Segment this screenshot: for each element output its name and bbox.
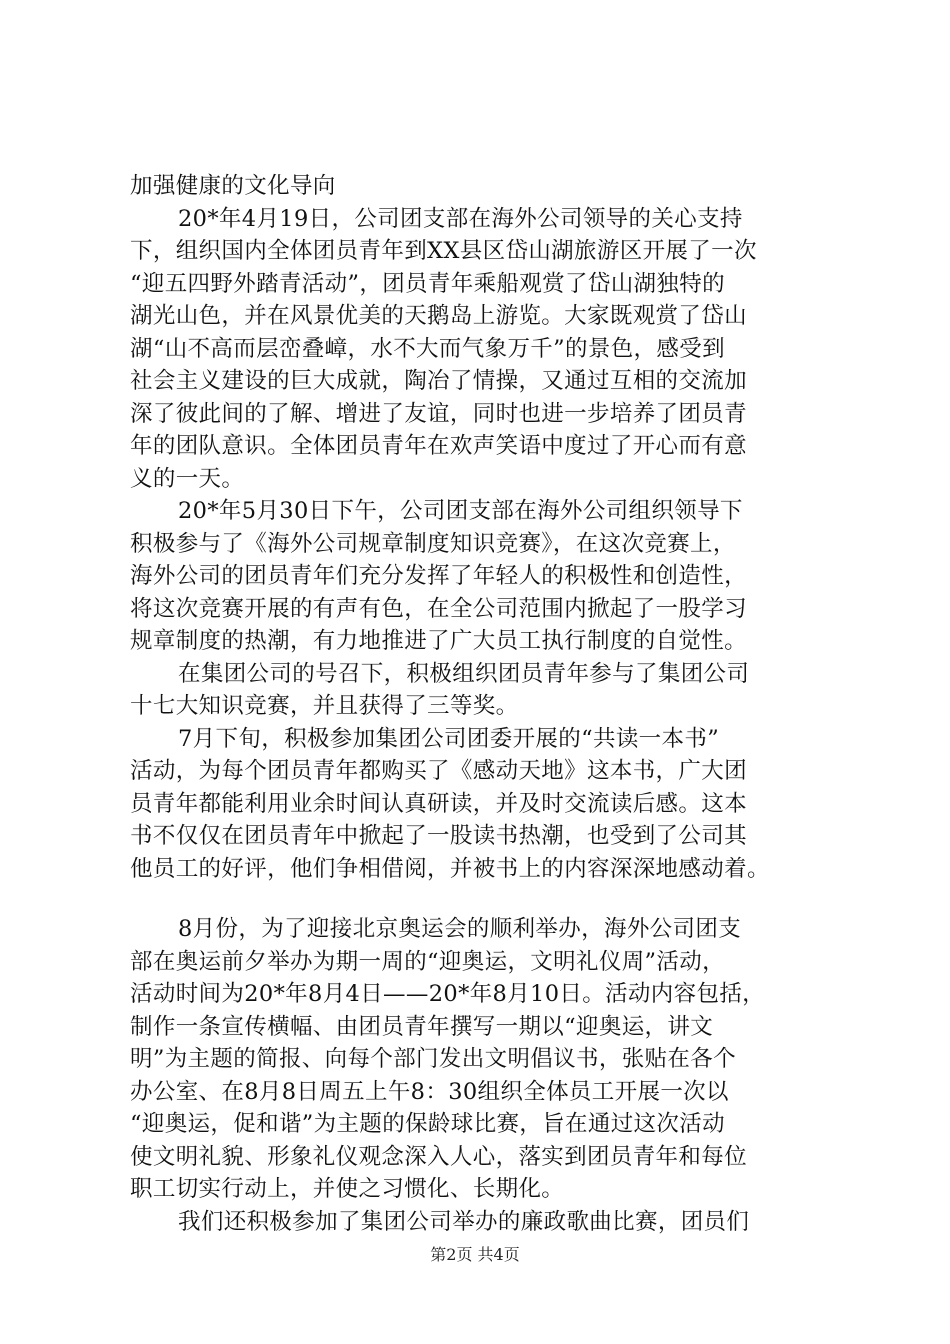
page-number-footer: 第2页 共4页 [430, 1245, 520, 1264]
paragraph-1-line-3: “迎五四野外踏青活动”，团员青年乘船观赏了岱山湖独特的 [130, 270, 725, 297]
paragraph-2-line-3: 海外公司的团员青年们充分发挥了年轻人的积极性和创造性， [130, 563, 747, 589]
paragraph-5-line-5: 明”为主题的简报、向每个部门发出文明倡议书，张贴在各个 [130, 1046, 736, 1072]
paragraph-2-line-4: 将这次竞赛开展的有声有色，在全公司范围内掀起了一股学习 [130, 595, 747, 622]
paragraph-4-line-1: 7月下旬，积极参加集团公司团委开展的“共读一本书” [178, 725, 720, 752]
paragraph-4-line-5: 他员工的好评，他们争相借阅，并被书上的内容深深地感动着。 [130, 855, 770, 882]
paragraph-4-line-3: 员青年都能利用业余时间认真研读，并及时交流读后感。这本 [130, 790, 747, 817]
paragraph-4-line-2: 活动，为每个团员青年都购买了《感动天地》这本书，广大团 [130, 758, 747, 784]
paragraph-4-line-4: 书不仅仅在团员青年中掀起了一股读书热潮，也受到了公司其 [130, 823, 747, 849]
paragraph-1-line-6: 社会主义建设的巨大成就，陶冶了情操，又通过互相的交流加 [130, 368, 747, 394]
paragraph-5-line-7: “迎奥运，促和谐”为主题的保龄球比赛，旨在通过这次活动 [130, 1111, 725, 1137]
document-body [130, 170, 830, 1238]
paragraph-3-line-1: 在集团公司的号召下，积极组织团员青年参与了集团公司 [178, 660, 750, 687]
paragraph-1-line-8: 年的团队意识。全体团员青年在欢声笑语中度过了开心而有意 [130, 433, 747, 459]
paragraph-5-line-8: 使文明礼貌、形象礼仪观念深入人心，落实到团员青年和每位 [130, 1143, 747, 1170]
paragraph-5-line-9: 职工切实行动上，并使之习惯化、长期化。 [130, 1176, 565, 1202]
paragraph-1-line-5: 湖“山不高而层峦叠嶂，水不大而气象万千”的景色，感受到 [130, 335, 725, 362]
paragraph-2-line-5: 规章制度的热潮，有力地推进了广大员工执行制度的自觉性。 [130, 628, 747, 654]
paragraph-2-line-1: 20*年5月30日下午，公司团支部在海外公司组织领导下 [178, 498, 743, 524]
paragraph-5-line-2: 部在奥运前夕举办为期一周的“迎奥运，文明礼仪周”活动， [130, 948, 725, 975]
paragraph-1-line-4: 湖光山色，并在风景优美的天鹅岛上游览。大家既观赏了岱山 [130, 303, 747, 329]
paragraph-1-line-2: 下，组织国内全体团员青年到XX县区岱山湖旅游区开展了一次 [130, 238, 757, 264]
paragraph-5-line-3: 活动时间为20*年8月4日——20*年8月10日。活动内容包括， [130, 981, 766, 1007]
paragraph-gap [130, 885, 830, 913]
paragraph-2-line-2: 积极参与了《海外公司规章制度知识竞赛》，在这次竞赛上， [130, 530, 736, 557]
paragraph-5-line-6: 办公室、在8月8日周五上午8：30组织全体员工开展一次以 [130, 1078, 729, 1105]
paragraph-1-line-7: 深了彼此间的了解、增进了友谊，同时也进一步培养了团员青 [130, 400, 747, 427]
section-heading: 加强健康的文化导向 [130, 173, 336, 199]
paragraph-6-line-1: 我们还积极参加了集团公司举办的廉政歌曲比赛，团员们 [178, 1208, 750, 1235]
paragraph-5-line-1: 8月份，为了迎接北京奥运会的顺利举办，海外公司团支 [178, 916, 742, 942]
paragraph-5-line-4: 制作一条宣传横幅、由团员青年撰写一期以“迎奥运，讲文 [130, 1013, 714, 1040]
paragraph-3-line-2: 十七大知识竞赛，并且获得了三等奖。 [130, 693, 519, 719]
paragraph-1-line-9: 义的一天。 [130, 465, 245, 492]
paragraph-1-line-1: 20*年4月19日，公司团支部在海外公司领导的关心支持 [178, 205, 743, 232]
